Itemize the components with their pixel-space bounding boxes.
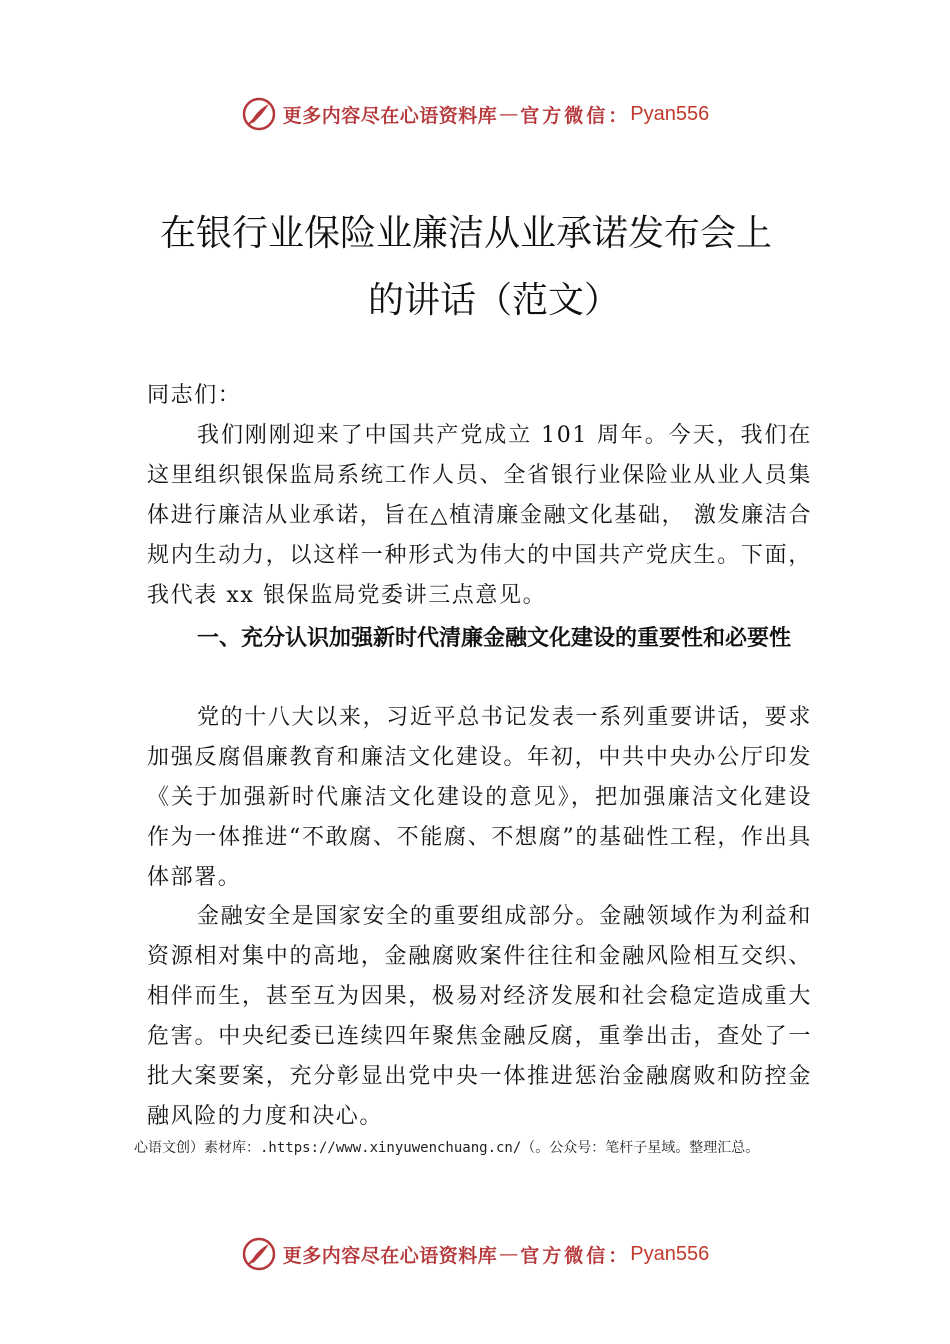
document-title-line1: 在银行业保险业廉洁从业承诺发布会上 [160,213,773,254]
paragraph-3: 金融安全是国家安全的重要组成部分。金融领域作为利益和资源相对集中的高地，金融腐败案件往往和金融风险相互交织、相伴而生，甚至互为因果，极易对经济发展和社会稳定造成重大危害。中央纪委已连续四年聚焦金融反腐，重拳出击，查处了一批大案要案，充分彰显出党中央一体推进惩治金融腐败和防控金融风险的力度和决心。 [147,904,812,1129]
banner-wechat-id: Pyan556 [630,102,710,125]
banner-separator: — [499,103,519,125]
banner-wechat-id: Pyan556 [630,1242,710,1265]
source-footnote: 心语文创）素材库：.https://www.xinyuwenchuang.cn/（。公众号：笔杆子星域。整理汇总。 [134,1140,760,1156]
document-title-line2: 的讲话（范文） [368,280,621,321]
footer-banner [0,1232,950,1276]
header-banner [0,92,950,136]
quill-logo-icon [241,1236,277,1272]
paragraph-intro: 我们刚刚迎来了中国共产党成立 101 周年。今天，我们在这里组织银保监局系统工作人员、全省银行业保险业从业人员集体进行廉洁从业承诺，旨在△植清廉金融文化基础， 激发廉洁合规内生动力，以这样一种形式为伟大的中国共产党庆生。下面，我代表 xx 银保监局党委讲三点意见。 [147,423,812,608]
banner-text: 更多内容尽在心语资料库 [282,104,498,127]
salutation: 同志们： [147,383,242,408]
banner-text: 更多内容尽在心语资料库 [282,1244,498,1267]
quill-logo-icon [241,96,277,132]
section-heading-1: 一、充分认识加强新时代清廉金融文化建设的重要性和必要性 [197,626,792,651]
banner-wechat-label: 官方微信： [520,1244,631,1267]
banner-separator: — [499,1243,519,1265]
paragraph-2: 党的十八大以来，习近平总书记发表一系列重要讲话，要求加强反腐倡廉教育和廉洁文化建设。年初，中共中央办公厅印发《关于加强新时代廉洁文化建设的意见》，把加强廉洁文化建设作为一体推进“不敢腐、不能腐、不想腐”的基础性工程，作出具体部署。 [147,705,812,890]
banner-wechat-label: 官方微信： [520,104,631,127]
